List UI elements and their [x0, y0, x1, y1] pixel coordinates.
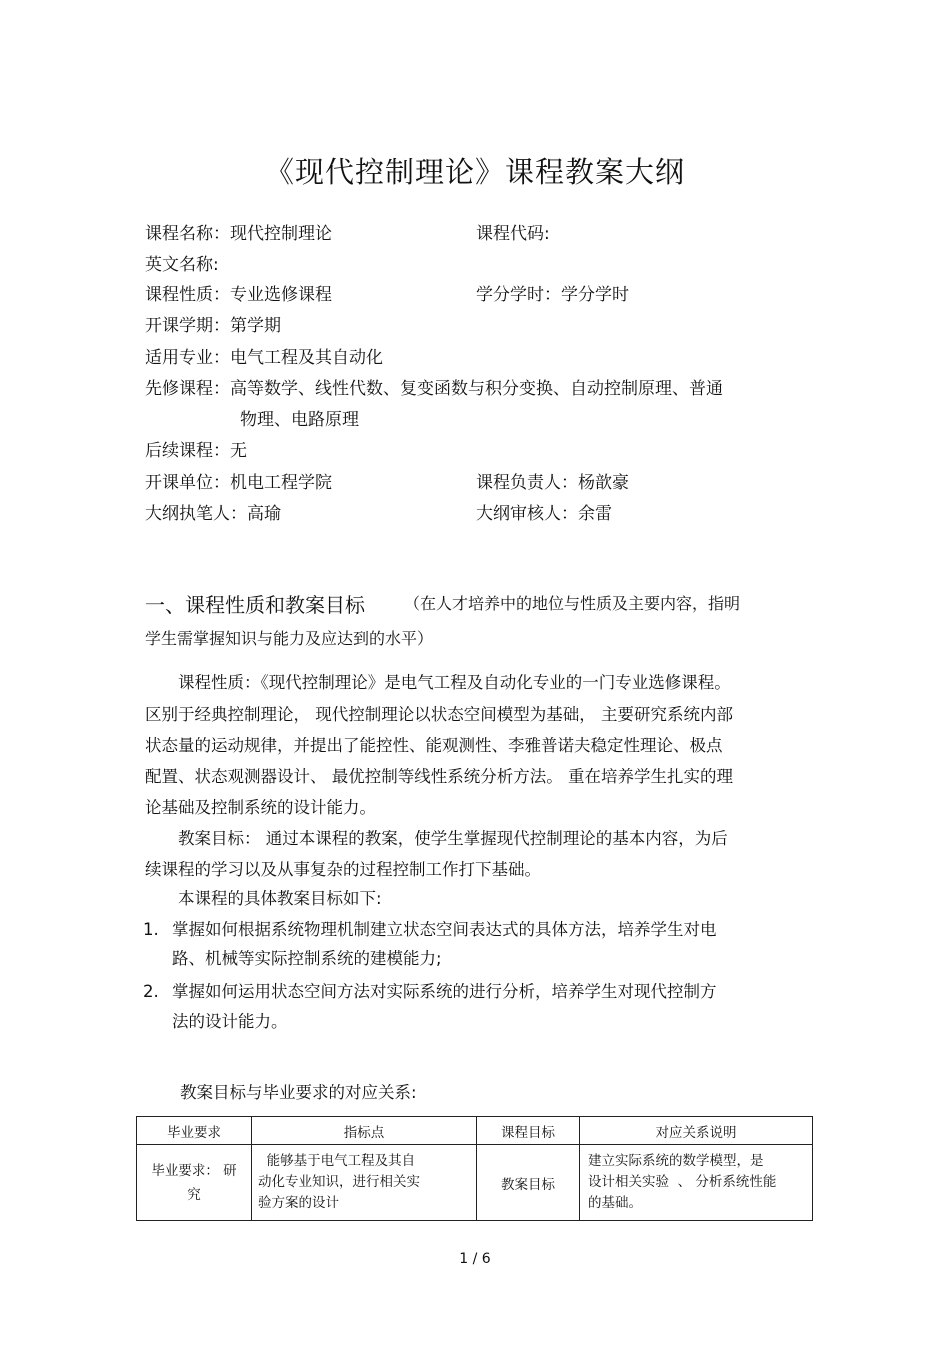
list-item-text: 路、机械等实际控制系统的建模能力;: [172, 949, 442, 968]
column-header: 指标点: [252, 1117, 477, 1145]
column-header: 课程目标: [477, 1117, 580, 1145]
course-semester: 开课学期：第学期: [145, 316, 281, 336]
cell-line: 的基础。: [588, 1195, 642, 1211]
follow-up-courses: 后续课程：无: [145, 441, 247, 461]
paragraph-line: 配置、状态观测器设计、 最优控制等线性系统分析方法。 重在培养学生扎实的理: [145, 767, 733, 786]
cell-line: 验方案的设计: [258, 1195, 339, 1211]
course-credits: 学分学时：学分学时: [476, 285, 629, 305]
paragraph-line: 区别于经典控制理论， 现代控制理论以状态空间模型为基础， 主要研究系统内部: [145, 705, 733, 724]
course-leader: 课程负责人：杨歆豪: [476, 473, 629, 493]
list-item-number: 2.: [143, 982, 159, 1001]
course-name: 课程名称：现代控制理论: [145, 224, 332, 244]
paragraph-line: 本课程的具体教案目标如下:: [178, 889, 382, 908]
cell-line: 毕业要求： 研: [151, 1162, 237, 1179]
syllabus-writer: 大纲执笔人：高瑜: [145, 504, 281, 524]
cell-line: 建立实际系统的数学模型，是: [588, 1153, 764, 1169]
offering-unit: 开课单位：机电工程学院: [145, 473, 332, 493]
section-heading: 一、课程性质和教案目标: [145, 593, 365, 617]
relation-description-cell: [580, 1145, 813, 1221]
graduation-requirement-cell: [137, 1145, 252, 1221]
syllabus-reviewer: 大纲审核人：余雷: [476, 504, 612, 524]
cell-line: 动化专业知识，进行相关实: [258, 1174, 420, 1190]
table-header-row: [137, 1117, 813, 1145]
list-item-number: 1.: [143, 920, 159, 939]
list-item-text: 掌握如何根据系统物理机制建立状态空间表达式的具体方法，培养学生对电: [172, 920, 717, 939]
list-item-text: 法的设计能力。: [172, 1012, 288, 1031]
column-header: 毕业要求: [137, 1117, 252, 1145]
section-note: （在人才培养中的地位与性质及主要内容，指明: [404, 594, 741, 613]
paragraph-line: 论基础及控制系统的设计能力。: [145, 798, 376, 817]
indicator-cell: [252, 1145, 477, 1221]
english-name: 英文名称:: [145, 255, 219, 275]
prerequisites: 先修课程：高等数学、线性代数、复变函数与积分变换、自动控制原理、普通: [145, 379, 723, 399]
course-code: 课程代码:: [476, 224, 550, 244]
document-title: 《现代控制理论》课程教案大纲: [264, 155, 685, 189]
applicable-major: 适用专业：电气工程及其自动化: [145, 348, 383, 368]
paragraph-line: 状态量的运动规律，并提出了能控性、能观测性、李雅普诺夫稳定性理论、极点: [145, 736, 723, 755]
page-number: 1 / 6: [459, 1251, 491, 1267]
course-nature: 课程性质：专业选修课程: [145, 285, 332, 305]
prerequisites-cont: 物理、电路原理: [240, 410, 359, 430]
paragraph-line: 续课程的学习以及从事复杂的过程控制工作打下基础。: [145, 860, 541, 879]
paragraph-line: 教案目标： 通过本课程的教案，使学生掌握现代控制理论的基本内容，为后: [178, 829, 728, 848]
cell-line: 究: [187, 1186, 201, 1203]
cell-line: 设计相关实验 、 分析系统性能: [588, 1174, 777, 1190]
paragraph-line: 课程性质：《现代控制理论》是电气工程及自动化专业的一门专业选修课程。: [178, 673, 731, 692]
cell-line: 能够基于电气工程及其自: [258, 1153, 416, 1169]
list-item-text: 掌握如何运用状态空间方法对实际系统的进行分析，培养学生对现代控制方: [172, 982, 717, 1001]
course-goal-cell: 教案目标: [477, 1145, 580, 1221]
section-note-cont: 学生需掌握知识与能力及应达到的水平）: [145, 629, 434, 648]
table-row: [137, 1145, 813, 1221]
objectives-mapping-table: [136, 1116, 813, 1221]
table-caption: 教案目标与毕业要求的对应关系:: [180, 1083, 417, 1102]
column-header: 对应关系说明: [580, 1117, 813, 1145]
